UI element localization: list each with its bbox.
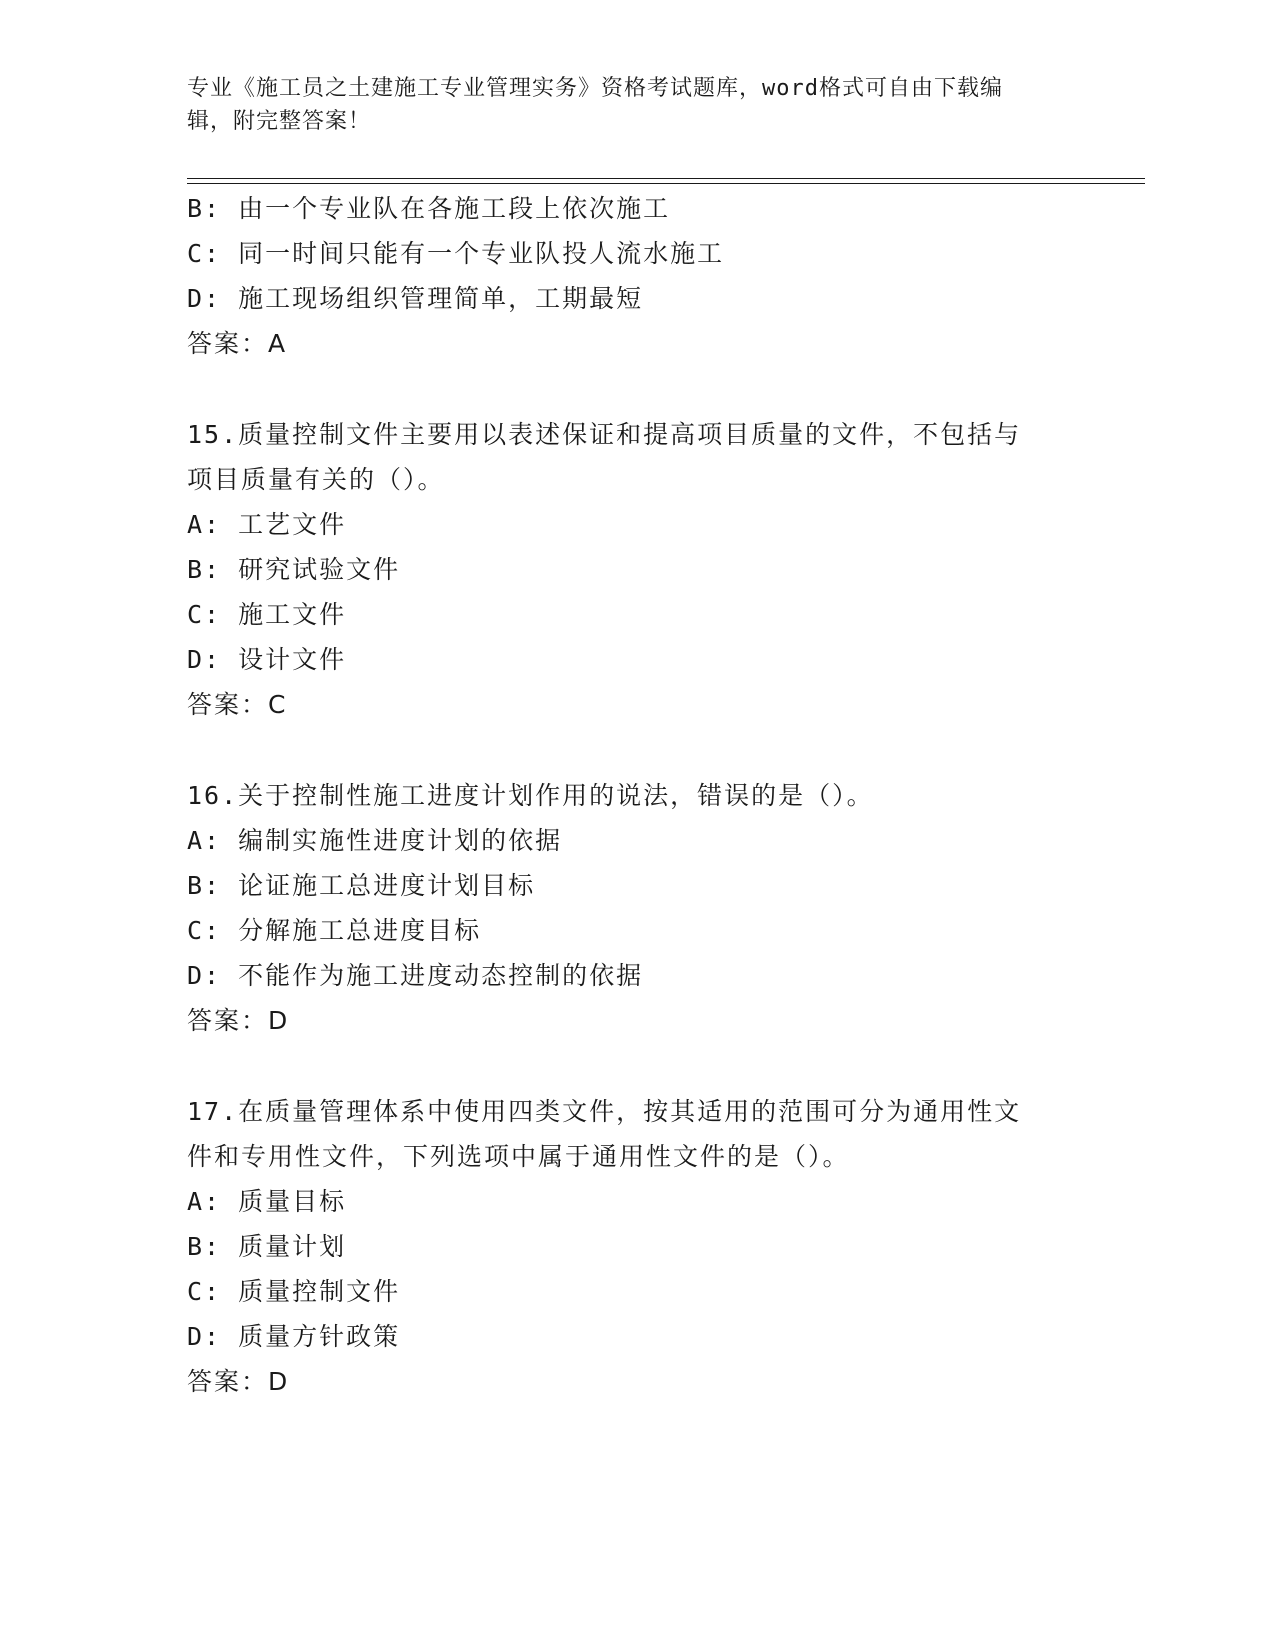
header-line-2: 辑，附完整答案！ [187,109,372,134]
header-divider-bottom [187,183,1145,184]
question-list [187,186,1087,1404]
option-c: C: 施工文件 [187,600,347,629]
option-a: A: 质量目标 [187,1187,347,1216]
answer: 答案：D [187,1367,290,1396]
option-d: D: 不能作为施工进度动态控制的依据 [187,961,644,990]
option-c: C: 同一时间只能有一个专业队投人流水施工 [187,239,725,268]
option-a: A: 编制实施性进度计划的依据 [187,826,563,855]
answer: 答案：A [187,329,288,358]
option-b: B: 质量计划 [187,1232,347,1261]
answer: 答案：D [187,1006,290,1035]
option-d: D: 质量方针政策 [187,1322,401,1351]
option-b: B: 由一个专业队在各施工段上依次施工 [187,194,671,223]
question-text: 16.关于控制性施工进度计划作用的说法，错误的是（）。 [187,781,874,810]
option-b: B: 研究试验文件 [187,555,401,584]
question-17-block [187,1089,1087,1404]
question-text: 17.在质量管理体系中使用四类文件，按其适用的范围可分为通用性文 [187,1097,1022,1126]
header-line-1: 专业《施工员之土建施工专业管理实务》资格考试题库，word格式可自由下载编 [187,76,1003,101]
option-c: C: 质量控制文件 [187,1277,401,1306]
option-d: D: 施工现场组织管理简单，工期最短 [187,284,644,313]
header-divider-top [187,178,1145,179]
question-text: 15.质量控制文件主要用以表述保证和提高项目质量的文件，不包括与 [187,420,1022,449]
answer: 答案：C [187,690,288,719]
question-text: 件和专用性文件，下列选项中属于通用性文件的是（）。 [187,1142,850,1171]
previous-question-block [187,186,1087,366]
option-a: A: 工艺文件 [187,510,347,539]
question-15-block [187,412,1087,727]
option-c: C: 分解施工总进度目标 [187,916,482,945]
option-d: D: 设计文件 [187,645,347,674]
document-header [187,72,1087,138]
question-16-block [187,773,1087,1043]
question-text: 项目质量有关的（）。 [187,465,445,494]
option-b: B: 论证施工总进度计划目标 [187,871,536,900]
